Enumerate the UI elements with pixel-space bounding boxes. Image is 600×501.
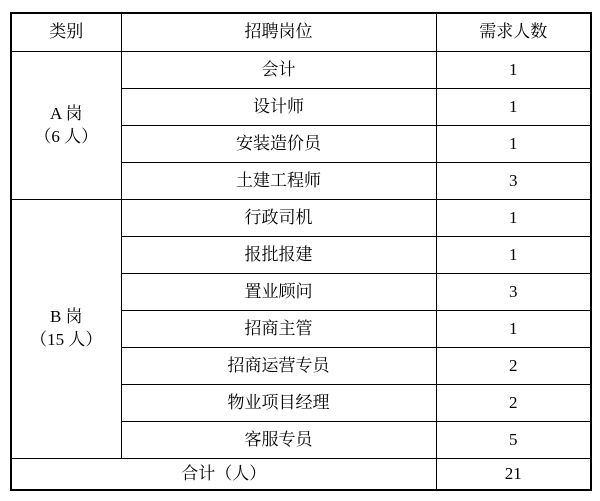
recruitment-table bbox=[10, 12, 592, 491]
header-category: 类别 bbox=[11, 13, 121, 52]
count-cell: 1 bbox=[436, 237, 591, 274]
count-cell: 2 bbox=[436, 385, 591, 422]
count-cell: 3 bbox=[436, 163, 591, 200]
position-cell: 招商主管 bbox=[121, 311, 436, 348]
count-cell: 1 bbox=[436, 89, 591, 126]
count-cell: 1 bbox=[436, 52, 591, 89]
position-cell: 置业顾问 bbox=[121, 274, 436, 311]
position-cell: 行政司机 bbox=[121, 200, 436, 237]
table-row bbox=[11, 200, 591, 237]
header-position: 招聘岗位 bbox=[121, 13, 436, 52]
position-cell: 会计 bbox=[121, 52, 436, 89]
group-b-headcount: （15 人） bbox=[30, 330, 103, 349]
table-header-row bbox=[11, 13, 591, 52]
position-cell: 土建工程师 bbox=[121, 163, 436, 200]
position-cell: 物业项目经理 bbox=[121, 385, 436, 422]
group-a-headcount: （6 人） bbox=[34, 126, 99, 146]
count-cell: 2 bbox=[436, 348, 591, 385]
position-cell: 招商运营专员 bbox=[121, 348, 436, 385]
table-footer-row bbox=[11, 459, 591, 491]
group-b-label bbox=[11, 200, 121, 459]
count-cell: 3 bbox=[436, 274, 591, 311]
count-cell: 1 bbox=[436, 200, 591, 237]
count-cell: 5 bbox=[436, 422, 591, 459]
group-a-label bbox=[11, 52, 121, 200]
position-cell: 报批报建 bbox=[121, 237, 436, 274]
total-value: 21 bbox=[436, 459, 591, 491]
total-label: 合计（人） bbox=[11, 459, 436, 491]
count-cell: 1 bbox=[436, 311, 591, 348]
position-cell: 设计师 bbox=[121, 89, 436, 126]
position-cell: 安装造价员 bbox=[121, 126, 436, 163]
count-cell: 1 bbox=[436, 126, 591, 163]
group-b-name: B 岗 bbox=[49, 307, 83, 327]
table-row bbox=[11, 52, 591, 89]
group-a-name: A 岗 bbox=[49, 103, 83, 123]
header-count: 需求人数 bbox=[436, 13, 591, 52]
position-cell: 客服专员 bbox=[121, 422, 436, 459]
